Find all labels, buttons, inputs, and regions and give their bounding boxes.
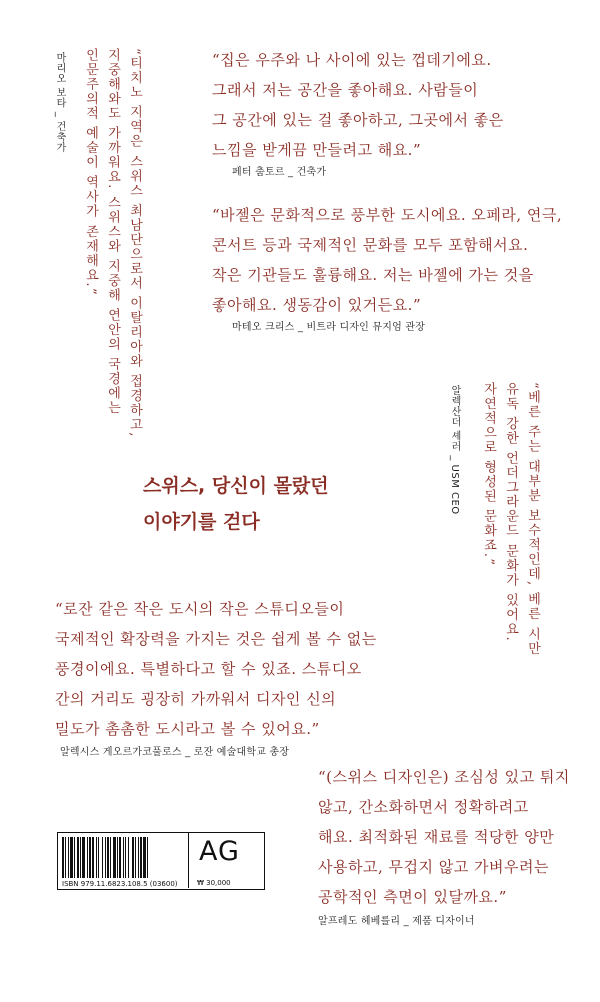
quote-line: 그 공간에 있는 걸 좋아하고, 그곳에서 좋은 [212,111,504,129]
quote-scherer-vertical [477,382,543,656]
quote-line: 국제적인 확장력을 가지는 것은 쉽게 볼 수 없는 [55,630,377,648]
quote-line: 해요. 최적화된 재료를 적당한 양만 [318,828,555,846]
quote-line: “로잔 같은 작은 도시의 작은 스튜디오들이 [55,600,345,618]
quote-line: 유독 강한 언더그라운드 문화가 있어요. [503,382,518,643]
title-line: 이야기를 걷다 [143,511,260,533]
quote-line: 지중해와도 가까워요. 스위스와 지중해 연안의 국경에는 [105,48,120,416]
quote-line: “(스위스 디자인은) 조심성 있고 튀지 [318,768,570,786]
quote-botta-vertical [79,48,145,438]
quote-line: 느낌을 받게끔 만들려고 해요.” [212,141,422,159]
quote-line: “집은 우주와 나 사이에 있는 껍데기에요. [212,51,492,69]
quote-line: 않고, 간소화하면서 정확하려고 [318,798,529,816]
publisher-logo-box [188,832,264,888]
quote-kries [212,200,562,320]
quote-line: 사용하고, 무겁지 않고 가벼우려는 [318,858,549,876]
barcode-icon [62,837,188,878]
barcode-box [57,832,265,890]
quote-line: 좋아해요. 생동감이 있거든요.” [212,296,422,314]
book-title [143,468,329,540]
quote-line: “바젤은 문화적으로 풍부한 도시에요. 오페라, 연극, [212,206,563,224]
quote-line: 밀도가 촘촘한 도시라고 볼 수 있어요.” [55,720,320,738]
quote-haberli [318,762,570,912]
quote-line: 공학적인 측면이 있달까요.” [318,888,507,906]
quote-line: 간의 거리도 굉장히 가까워서 디자인 신의 [55,690,337,708]
quote-line: 작은 기관들도 훌륭해요. 저는 바젤에 가는 것을 [212,266,534,284]
attribution-botta: 마리오 보타 _ 건축가 [54,52,65,153]
attribution-kries: 마테오 크리스 _ 비트라 디자인 뮤지엄 관장 [232,322,426,333]
quote-line: 그래서 저는 공간을 좋아해요. 사람들이 [212,81,479,99]
quote-georgacopoulos [55,594,377,744]
attribution-scherer: 알렉산더 셰러 _ USM CEO [449,385,460,515]
quote-zumthor [212,45,504,165]
attribution-georgacopoulos: 알렉시스 게오르가코풀로스 _ 로잔 예술대학교 총장 [60,747,290,758]
publisher-logo: AG [199,836,240,867]
quote-line: “티치노 지역은 스위스 최남단으로서 이탈리아와 접경하고, [127,48,142,438]
quote-line: 콘서트 등과 국제적인 문화를 모두 포함해서요. [212,236,529,254]
attribution-haberli: 알프레도 헤베를리 _ 제품 디자이너 [318,916,475,927]
price-text: ₩ 30,000 [197,879,231,887]
title-line: 스위스, 당신이 몰랐던 [143,475,329,497]
isbn-text: ISBN 979.11.6823.108.5 (03600) [62,880,178,888]
quote-line: “베른 주는 대부분 보수적인데, 베른 시만 [525,382,540,656]
attribution-zumthor: 페터 춤토르 _ 건축가 [232,167,327,178]
quote-line: 자연적으로 형성된 문화죠.” [481,382,496,567]
quote-line: 인문주의적 예술이 역사가 존재해요.” [83,48,98,297]
quote-line: 풍경이에요. 특별하다고 할 수 있죠. 스튜디오 [55,660,362,678]
